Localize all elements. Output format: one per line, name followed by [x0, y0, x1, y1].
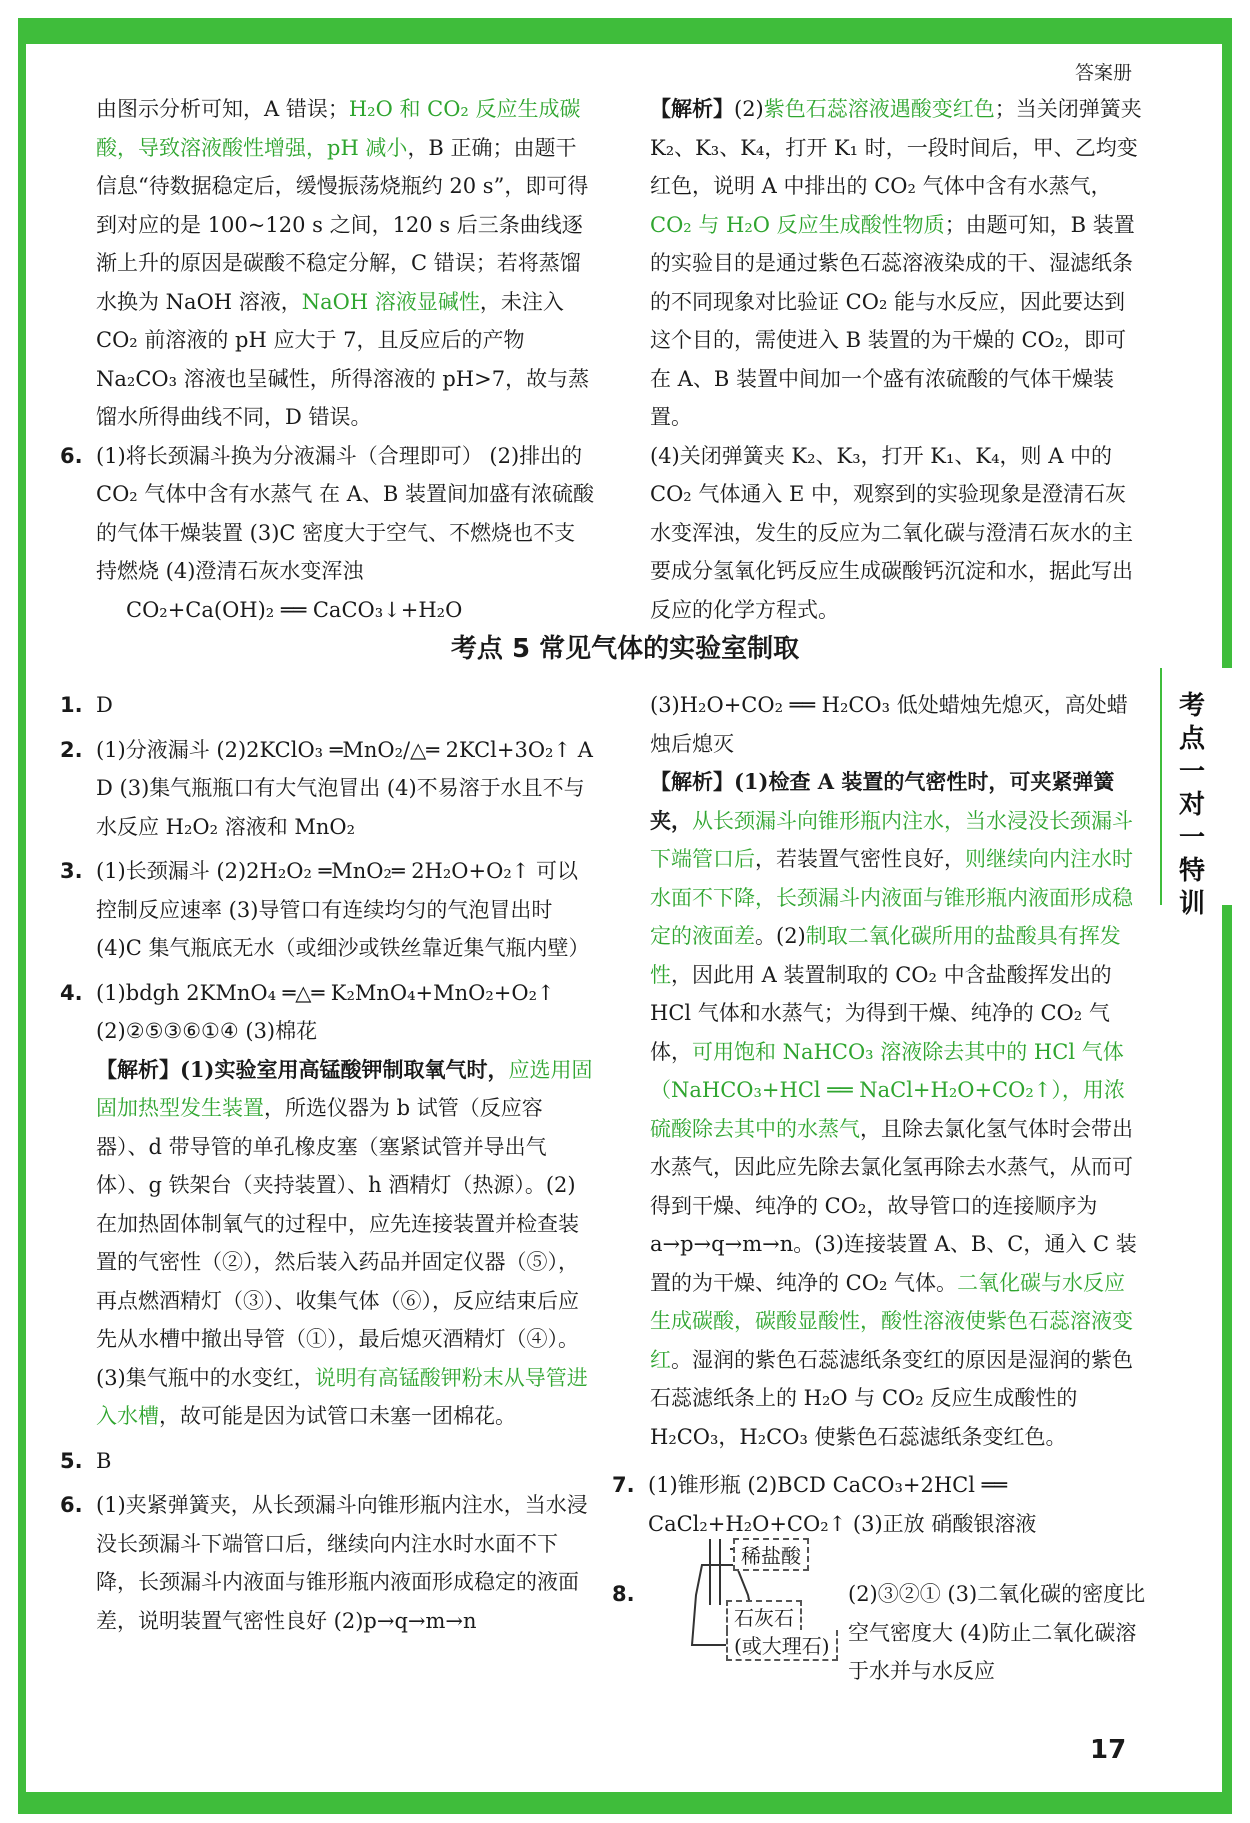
top-border: [18, 18, 1228, 44]
highlight: 从长颈漏斗向锥形瓶内注水，当水浸没长颈漏斗下端管口后: [650, 808, 1133, 871]
highlight: 二氧化碳与水反应生成碳酸，碳酸显酸性，酸性溶液使紫色石蕊溶液变红: [650, 1270, 1133, 1372]
top-right-column: [650, 90, 1143, 629]
highlight: 可用饱和 NaHCO₃ 溶液除去其中的 HCl 气体（NaHCO₃+HCl ══ NaCl+H₂O+CO₂↑），用浓硫酸除去其中的水蒸气: [650, 1039, 1125, 1141]
highlight: 制取二氧化碳所用的盐酸具有挥发性: [650, 924, 1121, 987]
page-number: 17: [1090, 1735, 1127, 1765]
booklet-label: 答案册: [1075, 62, 1133, 84]
analysis-4: (4)关闭弹簧夹 K₂、K₃，打开 K₁、K₄，则 A 中的 CO₂ 气体通入 E 中，观察到的实验现象是澄清石灰水变浑浊，发生的反应为二氧化碳与澄清石灰水的主要成分氢氧化钙反应生成碳酸钙沉淀和水，据此写出反应的化学方程式。: [650, 443, 1133, 622]
answer-5: 5. B: [60, 1448, 112, 1473]
highlight: CO₂ 与 H₂O 反应生成酸性物质: [650, 212, 945, 237]
highlight: 紫色石蕊溶液遇酸变红色: [763, 97, 995, 121]
bottom-left-column: [60, 686, 595, 1640]
highlight: NaOH 溶液显碱性: [301, 289, 480, 314]
answer-4: 4. (1)bdgh 2KMnO₄ ═△═ K₂MnO₄+MnO₂+O₂↑ (2)②⑤③⑥①④ (3)棉花: [60, 980, 555, 1043]
analysis-paragraph: 由图示分析可知，A 错误；H₂O 和 CO₂ 反应生成碳酸，导致溶液酸性增强，pH 减小，B 正确；由题干信息“待数据稳定后，缓慢振荡烧瓶约 20 s”，即可得到对应的是 100~120 s 之间，120 s 后三条曲线逐渐上升的原因是碳酸不稳定分解，C 错误；若将蒸馏水换为 NaOH 溶液，NaOH 溶液显碱性，未注入 CO₂ 前溶液的 pH 应大于 7，且反应后的产物 Na₂CO₃ 溶液也呈碱性，所得溶液的 pH>7，故与蒸馏水所得曲线不同，D 错误。: [96, 97, 590, 429]
answer-6-part3: (3)H₂O+CO₂ ══ H₂CO₃ 低处蜡烛先熄灭，高处蜡烛后熄灭: [650, 693, 1128, 756]
highlight: 应选用固固加热型发生装置: [96, 1057, 593, 1120]
analysis-6: 【解析】(1)检查 A 装置的气密性时，可夹紧弹簧夹，从长颈漏斗向锥形瓶内注水，当水浸没长颈漏斗下端管口后，若装置气密性良好，则继续向内注水时水面不下降，长颈漏斗内液面与锥形瓶内液面形成稳定的液面差。(2)制取二氧化碳所用的盐酸具有挥发性，因此用 A 装置制取的 CO₂ 中含盐酸挥发出的 HCl 气体和水蒸气；为得到干燥、纯净的 CO₂ 气体，可用饱和 NaHCO₃ 溶液除去其中的 HCl 气体（NaHCO₃+HCl ══ NaCl+H₂O+CO₂↑），用浓硫酸除去其中的水蒸气，且除去氯化氢气体时会带出水蒸气，因此应先除去氯化氢再除去水蒸气，从而可得到干燥、纯净的 CO₂，故导管口的连接顺序为 a→p→q→m→n。(3)连接装置 A、B、C，通入 C 装置的为干燥、纯净的 CO₂ 气体。二氧化碳与水反应生成碳酸，碳酸显酸性，酸性溶液使紫色石蕊溶液变红。湿润的紫色石蕊滤纸条变红的原因是湿润的紫色石蕊滤纸条上的 H₂O 与 CO₂ 反应生成酸性的 H₂CO₃，H₂CO₃ 使紫色石蕊滤纸条变红色。: [650, 769, 1137, 1449]
highlight: H₂O 和 CO₂ 反应生成碳酸，导致溶液酸性增强，pH 减小: [96, 97, 581, 160]
bottom-right-column: [650, 686, 1143, 1456]
answer-2: 2. (1)分液漏斗 (2)2KClO₃ ═MnO₂/△═ 2KCl+3O₂↑ A D (3)集气瓶瓶口有大气泡冒出 (4)不易溶于水且不与水反应 H₂O₂ 溶液和 MnO₂: [60, 737, 593, 839]
right-border: [1222, 18, 1232, 668]
left-border: [18, 18, 26, 1808]
answer-6b: 6. (1)夹紧弹簧夹，从长颈漏斗向锥形瓶内注水，当水浸没长颈漏斗下端管口后，继续向内注水时水面不下降，长颈漏斗内液面与锥形瓶内液面形成稳定的液面差，说明装置气密性良好 (2)p→q→m→n: [60, 1493, 588, 1633]
bottom-border: [18, 1792, 1232, 1814]
side-tab-label: 考点一对一特训: [1178, 691, 1205, 919]
analysis-answer-4: 【解析】(1)实验室用高锰酸钾制取氧气时，应选用固固加热型发生装置，所选仪器为 b 试管（反应容器）、d 带导管的单孔橡皮塞（塞紧试管并导出气体）、g 铁架台（夹持装置）、h 酒精灯（热源）。(2)在加热固体制氧气的过程中，应先连接装置并检查装置的气密性（②），然后装入药品并固定仪器（⑤），再点燃酒精灯（③）、收集气体（⑥），反应结束后应先从水槽中撤出导管（①），最后熄灭酒精灯（④）。(3)集气瓶中的水变红，说明有高锰酸钾粉末从导管进入水槽，故可能是因为试管口未塞一团棉花。: [96, 1056, 593, 1428]
analysis-2: 【解析】(2)紫色石蕊溶液遇酸变红色；当关闭弹簧夹 K₂、K₃、K₄，打开 K₁ 时，一段时间后，甲、乙均变红色，说明 A 中排出的 CO₂ 气体中含有水蒸气，CO₂ 与 H₂O 反应生成酸性物质；由题可知，B 装置的实验目的是通过紫色石蕊溶液染成的干、湿滤纸条的不同现象对比验证 CO₂ 能与水反应，因此要达到这个目的，需使进入 B 装置的为干燥的 CO₂，即可在 A、B 装置中间加一个盛有浓硫酸的气体干燥装置。: [650, 96, 1142, 429]
label-marble: (或大理石): [726, 1630, 838, 1661]
equation: CO₂+Ca(OH)₂ ══ CaCO₃↓+H₂O: [126, 597, 463, 622]
answer-1: 1. D: [60, 693, 113, 717]
section-title: 考点 5 常见气体的实验室制取: [450, 634, 800, 664]
label-dilute-hcl: 稀盐酸: [733, 1538, 809, 1571]
highlight: 说明有高锰酸钾粉末从导管进入水槽: [96, 1365, 588, 1428]
right-border-lower: [1222, 905, 1232, 1805]
top-left-column: [60, 90, 595, 629]
answer-3: 3. (1)长颈漏斗 (2)2H₂O₂ ═MnO₂═ 2H₂O+O₂↑ 可以控制反应速率 (3)导管口有连续均匀的气泡冒出时 (4)C 集气瓶底无水（或细沙或铁丝靠近集气瓶内壁）: [60, 859, 590, 960]
answer-7: 7. (1)锥形瓶 (2)BCD CaCO₃+2HCl ══ CaCl₂+H₂O+CO₂↑ (3)正放 硝酸银溶液: [612, 1473, 1037, 1536]
answer-6: 6. (1)将长颈漏斗换为分液漏斗（合理即可） (2)排出的 CO₂ 气体中含有水蒸气 在 A、B 装置间加盛有浓硫酸的气体干燥装置 (3)C 密度大于空气、不燃烧也不支持燃烧 (4)澄清石灰水变浑浊: [60, 443, 594, 583]
label-limestone: 石灰石: [726, 1600, 802, 1631]
answer-8: 8. (2)③②① (3)二氧化碳的密度比空气密度大 (4)防止二氧化碳溶于水并与水反应: [612, 1582, 1146, 1683]
highlight: 则继续向内注水时水面不下降，长颈漏斗内液面与锥形瓶内液面形成稳定的液面差: [650, 847, 1133, 948]
